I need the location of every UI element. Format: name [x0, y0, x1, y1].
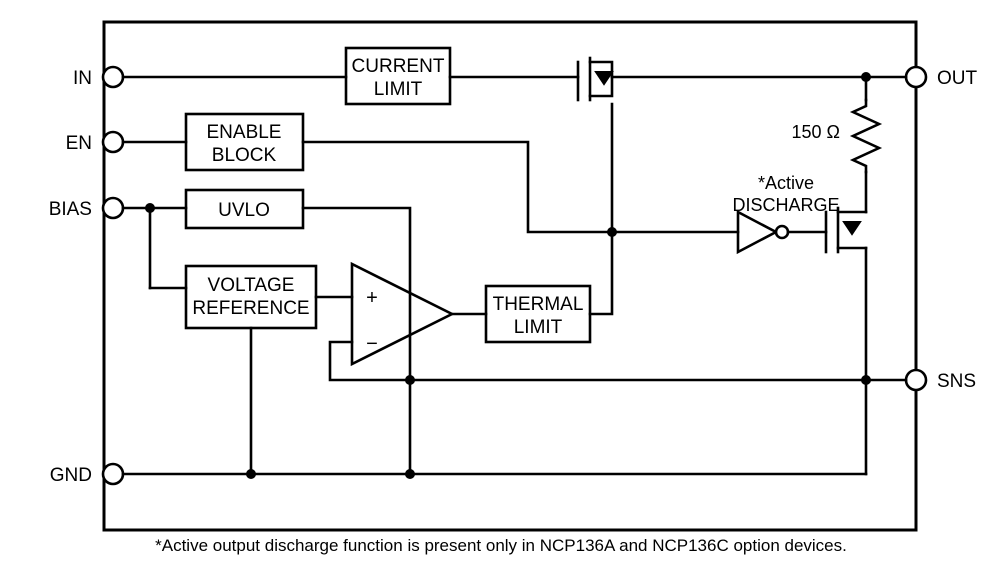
fet-pass-body-arrow: [596, 72, 612, 84]
pin-circle-sns: [906, 370, 926, 390]
footnote-text: *Active output discharge function is present only in NCP136A and NCP136C option devices.: [155, 536, 847, 555]
fet-discharge-body-arrow: [844, 222, 860, 234]
pin-label-out: OUT: [937, 68, 978, 89]
block-thermal-line2: LIMIT: [513, 317, 563, 338]
inverter-bubble: [776, 226, 788, 238]
pin-circle-out: [906, 67, 926, 87]
opamp-minus-label: −: [366, 333, 378, 355]
pin-label-en: EN: [65, 133, 92, 154]
pin-label-sns: SNS: [937, 371, 977, 392]
pin-label-in: IN: [73, 68, 92, 89]
block-enable-line1: ENABLE: [206, 122, 282, 143]
junction-gnd-feedback: [405, 469, 415, 479]
active-discharge-line1: *Active: [757, 173, 815, 193]
wire-feedback-sns: [330, 342, 906, 380]
pin-label-bias: BIAS: [48, 199, 92, 220]
block-current-limit-line2: LIMIT: [373, 79, 423, 100]
pin-circle-en: [103, 132, 123, 152]
inverter-active-discharge: [738, 212, 776, 252]
junction-gnd-vref: [246, 469, 256, 479]
junction-bias: [145, 203, 155, 213]
wire-uvlo-out: [303, 208, 410, 380]
resistor-150-ohm: [853, 100, 879, 172]
block-uvlo-line1: UVLO: [218, 200, 270, 221]
block-thermal-line1: THERMAL: [492, 294, 584, 315]
pin-circle-bias: [103, 198, 123, 218]
pin-circle-in: [103, 67, 123, 87]
resistor-value-label: 150 Ω: [791, 122, 840, 142]
block-enable-line2: BLOCK: [211, 145, 277, 166]
pin-circle-gnd: [103, 464, 123, 484]
block-vref-line1: VOLTAGE: [207, 275, 295, 296]
block-current-limit-line1: CURRENT: [351, 56, 445, 77]
block-vref-line2: REFERENCE: [192, 298, 310, 319]
wire-thermal-to-gate: [590, 232, 612, 314]
active-discharge-line2: DISCHARGE: [732, 195, 840, 215]
opamp-plus-label: +: [366, 287, 378, 309]
wire-enable-to-gate-network: [303, 142, 612, 232]
pin-label-gnd: GND: [49, 465, 92, 486]
